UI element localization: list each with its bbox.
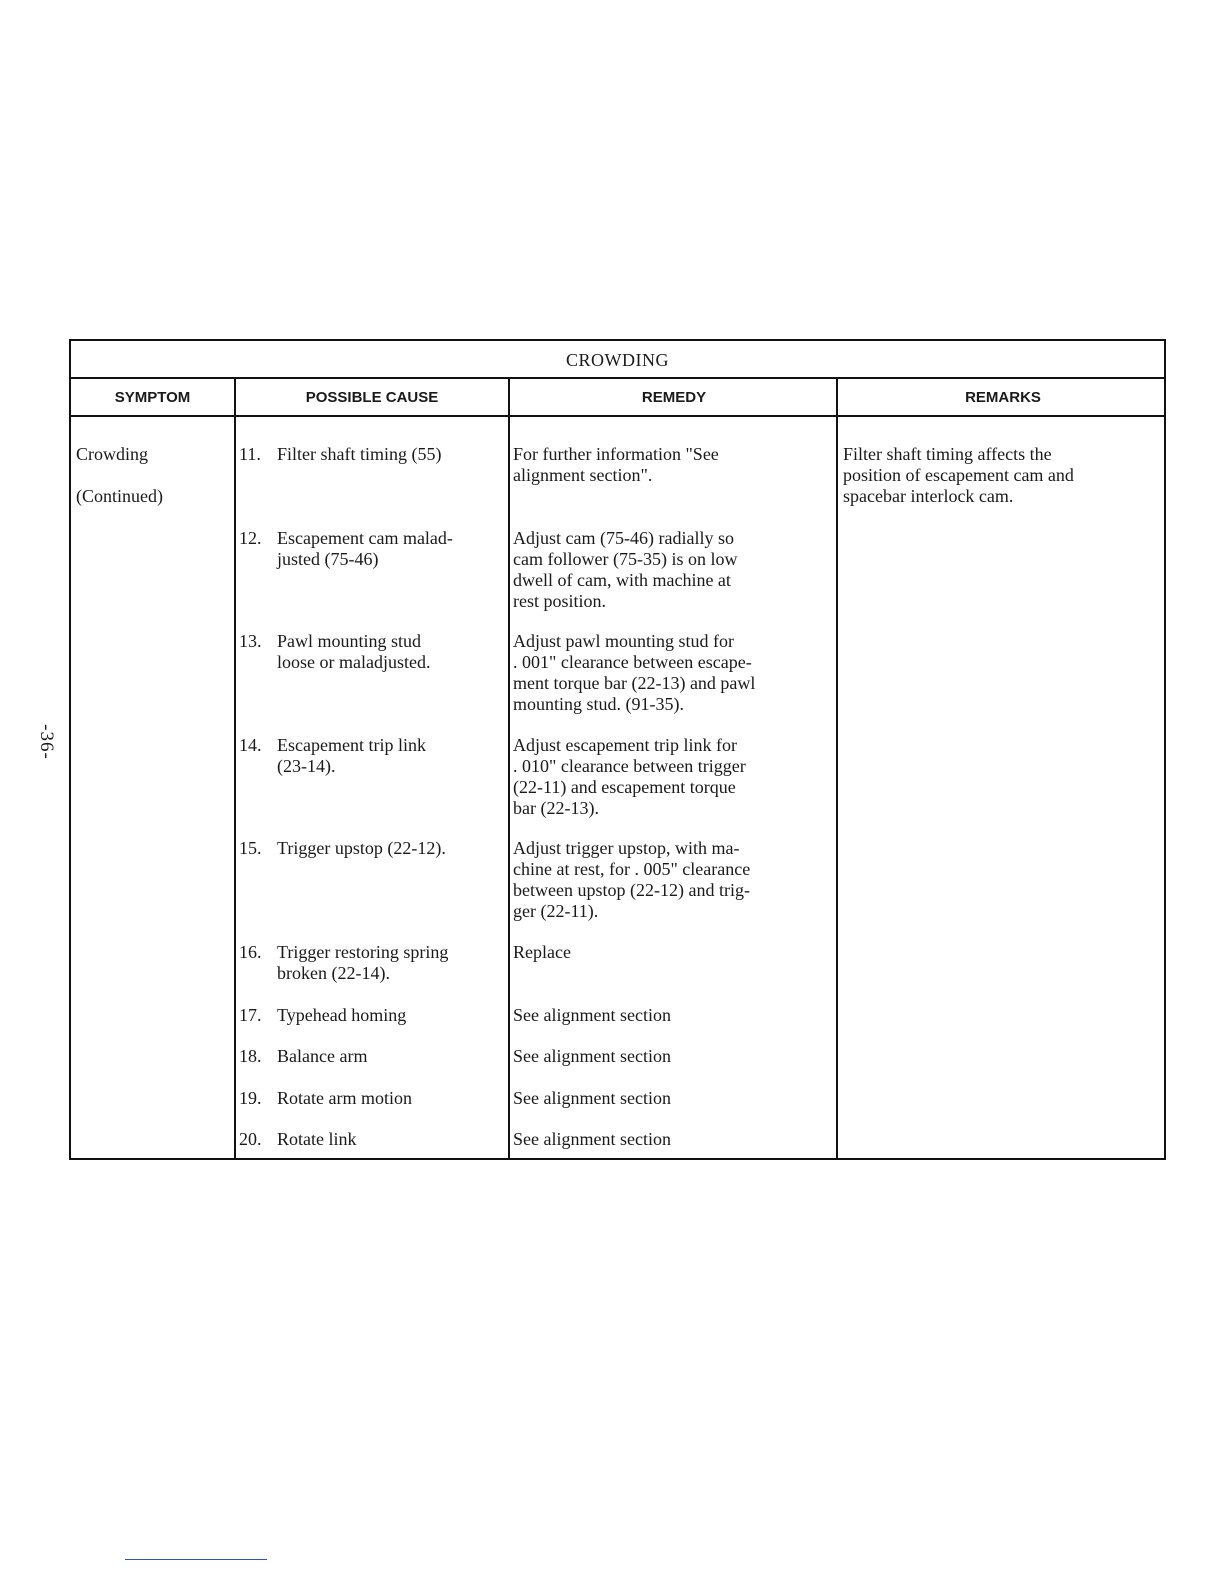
- remarks-text: Filter shaft timing affects the position of escapement cam and spacebar interlock cam.: [843, 444, 1074, 506]
- cause-number: 12.: [239, 528, 262, 548]
- table-title: CROWDING: [71, 341, 1164, 379]
- header-remedy: REMEDY: [641, 389, 707, 406]
- cause-number: 19.: [239, 1088, 262, 1108]
- cause-text: Filter shaft timing (55): [277, 444, 442, 464]
- symptom-continued: (Continued): [76, 486, 163, 506]
- page-number: -36-: [36, 724, 57, 760]
- remedy-text: For further information "See alignment section".: [513, 444, 719, 485]
- cause-number: 17.: [239, 1005, 262, 1025]
- cause-text: Rotate arm motion: [277, 1088, 412, 1108]
- cause-text: Pawl mounting stud loose or maladjusted.: [277, 631, 431, 672]
- remarks-column: [843, 417, 1163, 1158]
- remedy-text: See alignment section: [513, 1088, 671, 1108]
- cause-text: Rotate link: [277, 1129, 357, 1149]
- remedy-text: See alignment section: [513, 1046, 671, 1066]
- cause-text: Escapement trip link (23-14).: [277, 735, 426, 776]
- column-divider: [234, 379, 236, 1158]
- remedy-text: Adjust cam (75-46) radially so cam follower (75-35) is on low dwell of cam, with machine at rest position.: [513, 528, 738, 611]
- cause-number: 18.: [239, 1046, 262, 1066]
- footer-rule: [125, 1559, 267, 1560]
- remedy-text: Adjust pawl mounting stud for . 001" clearance between escape- ment torque bar (22-13) and pawl mounting stud. (91-35).: [513, 631, 756, 714]
- cause-number: 20.: [239, 1129, 262, 1149]
- symptom-column: [76, 417, 231, 1158]
- remedy-text: Adjust trigger upstop, with ma- chine at rest, for . 005" clearance between upstop (22-12) and trig- ger (22-11).: [513, 838, 751, 921]
- remedy-text: Adjust escapement trip link for . 010" clearance between trigger (22-11) and escapement torque bar (22-13).: [513, 735, 746, 818]
- cause-text: Trigger upstop (22-12).: [277, 838, 446, 858]
- cause-number: 11.: [239, 444, 261, 464]
- cause-number: 13.: [239, 631, 262, 651]
- cause-number: 15.: [239, 838, 262, 858]
- cause-text: Balance arm: [277, 1046, 368, 1066]
- header-symptom: SYMPTOM: [114, 389, 191, 406]
- remedy-text: See alignment section: [513, 1129, 671, 1149]
- cause-number: 14.: [239, 735, 262, 755]
- symptom-text: Crowding: [76, 444, 148, 464]
- cause-text: Escapement cam malad- justed (75-46): [277, 528, 453, 569]
- remedy-column: [513, 417, 839, 1158]
- remedy-text: Replace: [513, 942, 571, 962]
- cause-column: [239, 417, 509, 1158]
- cause-text: Typehead homing: [277, 1005, 407, 1025]
- cause-number: 16.: [239, 942, 262, 962]
- header-possible-cause: POSSIBLE CAUSE: [305, 389, 439, 406]
- header-remarks: REMARKS: [965, 389, 1041, 406]
- remedy-text: See alignment section: [513, 1005, 671, 1025]
- troubleshooting-table: [69, 339, 1166, 1160]
- cause-text: Trigger restoring spring broken (22-14).: [277, 942, 449, 983]
